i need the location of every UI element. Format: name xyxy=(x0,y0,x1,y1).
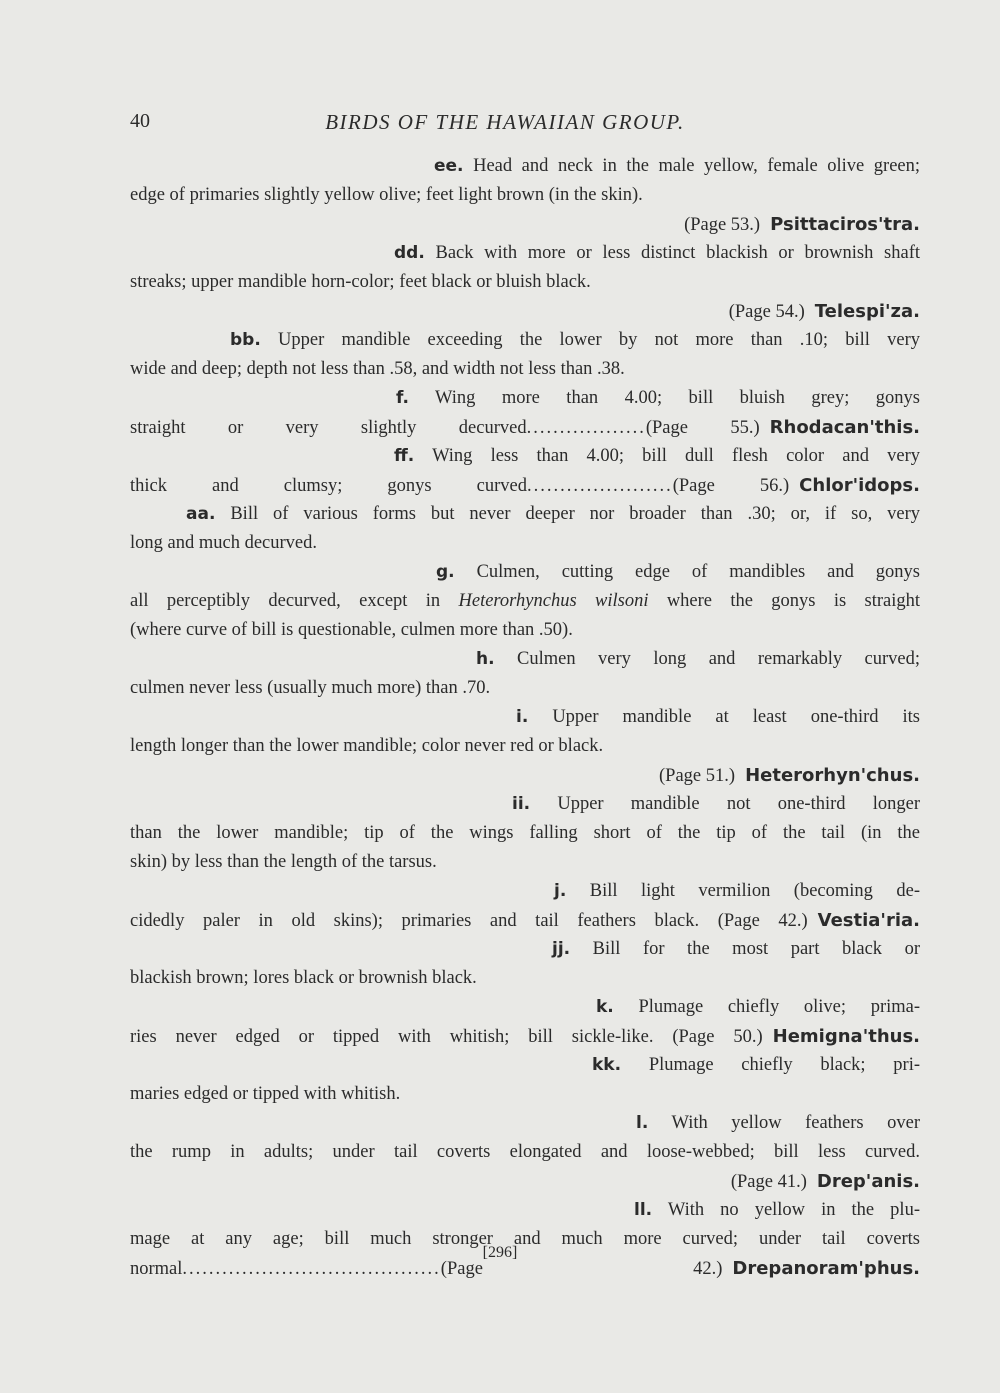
key-entry-f-line1 xyxy=(130,384,920,413)
key-entry-h-line1 xyxy=(130,645,920,674)
entry-text: With yellow feathers over xyxy=(671,1113,920,1133)
key-entry-g-line1 xyxy=(130,558,920,587)
page-number: 40 xyxy=(130,110,150,132)
running-title: BIRDS OF THE HAWAIIAN GROUP. xyxy=(325,110,685,134)
key-label: kk. xyxy=(592,1055,622,1075)
key-entry-i-result xyxy=(130,761,920,790)
key-entry-k-line2 xyxy=(130,1022,920,1051)
key-entry-h-line2: culmen never less (usually much more) than .70. xyxy=(130,678,491,698)
key-entry-l-line1 xyxy=(130,1109,920,1138)
identification-key xyxy=(130,152,920,1283)
key-label: j. xyxy=(554,881,567,901)
key-entry-aa-line2: long and much decurved. xyxy=(130,533,317,553)
key-label: ff. xyxy=(394,446,415,466)
page-reference: (Page 50.) xyxy=(672,1027,763,1047)
key-entry-jj-line1 xyxy=(130,935,920,964)
key-entry-ee-line1 xyxy=(130,152,920,181)
genus-name: Psittaciros'tra. xyxy=(770,214,920,235)
key-label: dd. xyxy=(394,243,425,263)
entry-text: Back with more or less distinct blackish or brownish shaft xyxy=(435,243,920,263)
key-entry-j-line2 xyxy=(130,906,920,935)
key-entry-j-line1 xyxy=(130,877,920,906)
page-reference: (Page 42.) xyxy=(440,1259,723,1279)
species-name: Heterorhynchus wilsoni xyxy=(458,591,649,611)
entry-text: where the gonys is straight xyxy=(648,591,920,611)
entry-text: Wing more than 4.00; bill bluish grey; gonys xyxy=(435,388,920,408)
key-entry-bb-line2: wide and deep; depth not less than .58, and width not less than .38. xyxy=(130,359,625,379)
key-entry-ll-line1 xyxy=(130,1196,920,1225)
page-reference: (Page 51.) xyxy=(659,766,736,786)
genus-name: Vestia'ria. xyxy=(817,910,920,931)
entry-text: With no yellow in the plu- xyxy=(667,1200,920,1220)
key-entry-dd-line1 xyxy=(130,239,920,268)
genus-name: Hemigna'thus. xyxy=(772,1026,920,1047)
key-entry-g-line3: (where curve of bill is questionable, culmen more than .50). xyxy=(130,620,573,640)
key-label: g. xyxy=(436,562,455,582)
key-entry-dd-result xyxy=(130,297,920,326)
entry-text: thick and clumsy; gonys curved xyxy=(130,476,527,496)
entry-text: Wing less than 4.00; bill dull flesh color and very xyxy=(432,446,920,466)
entry-text: Bill of various forms but never deeper nor broader than .30; or, if so, very xyxy=(230,504,920,524)
key-entry-bb-line1 xyxy=(130,326,920,355)
key-entry-kk-line1 xyxy=(130,1051,920,1080)
key-label: k. xyxy=(596,997,614,1017)
key-label: ee. xyxy=(434,156,464,176)
key-entry-ll-line2: mage at any age; bill much stronger and much more curved; under tail coverts xyxy=(130,1229,920,1249)
key-label: ii. xyxy=(512,794,531,814)
key-entry-f-line2 xyxy=(130,413,920,442)
page-reference: (Page 41.) xyxy=(730,1172,807,1192)
key-entry-l-result xyxy=(130,1167,920,1196)
key-entry-jj-line2: blackish brown; lores black or brownish black. xyxy=(130,968,477,988)
entry-text: all perceptibly decurved, except in xyxy=(130,591,459,611)
key-entry-ii-line1 xyxy=(130,790,920,819)
key-entry-dd-line2: streaks; upper mandible horn-color; feet black or bluish black. xyxy=(130,272,591,292)
key-entry-ii-line2: than the lower mandible; tip of the wings falling short of the tip of the tail (in the xyxy=(130,823,920,843)
entry-text: ries never edged or tipped with whitish; bill sickle-like. xyxy=(130,1027,654,1047)
key-entry-i-line1 xyxy=(130,703,920,732)
entry-text: Plumage chiefly black; pri- xyxy=(648,1055,920,1075)
entry-text: Culmen very long and remarkably curved; xyxy=(517,649,920,669)
genus-name: Drepanoram'phus. xyxy=(732,1258,920,1279)
key-entry-l-line2: the rump in adults; under tail coverts elongated and loose-webbed; bill less curved. xyxy=(130,1142,920,1162)
key-entry-ff-line1 xyxy=(130,442,920,471)
genus-name: Chlor'idops. xyxy=(799,475,920,496)
genus-name: Drep'anis. xyxy=(816,1171,920,1192)
key-label: h. xyxy=(476,649,495,669)
key-entry-ee-line2: edge of primaries slightly yellow olive; feet light brown (in the skin). xyxy=(130,185,643,205)
entry-text: Upper mandible at least one-third its xyxy=(552,707,920,727)
entry-text: Bill light vermilion (becoming de- xyxy=(589,881,920,901)
page-reference: (Page 55.) xyxy=(645,418,760,438)
entry-text: Culmen, cutting edge of mandibles and gonys xyxy=(476,562,920,582)
page-reference: (Page 54.) xyxy=(728,302,805,322)
key-label: f. xyxy=(396,388,409,408)
page-header xyxy=(130,110,920,140)
leader-dots: .................. xyxy=(526,418,646,438)
key-entry-g-line2 xyxy=(130,587,920,616)
key-entry-i-line2: length longer than the lower mandible; color never red or black. xyxy=(130,736,604,756)
key-label: bb. xyxy=(230,330,261,350)
genus-name: Telespi'za. xyxy=(814,301,920,322)
entry-text: Plumage chiefly olive; prima- xyxy=(638,997,920,1017)
key-label: i. xyxy=(516,707,529,727)
key-entry-ii-line3: skin) by less than the length of the tarsus. xyxy=(130,852,437,872)
leader-dots: ....................................... xyxy=(182,1259,441,1279)
key-entry-ff-line2 xyxy=(130,471,920,500)
key-label: ll. xyxy=(634,1200,653,1220)
genus-name: Heterorhyn'chus. xyxy=(745,765,920,786)
entry-text: Head and neck in the male yellow, female olive green; xyxy=(473,156,920,176)
key-label: l. xyxy=(636,1113,649,1133)
genus-name: Rhodacan'this. xyxy=(769,417,920,438)
leader-dots: ...................... xyxy=(526,476,673,496)
key-entry-k-line1 xyxy=(130,993,920,1022)
key-entry-ee-result xyxy=(130,210,920,239)
entry-text: Upper mandible not one-third longer xyxy=(557,794,920,814)
entry-text: normal xyxy=(130,1259,183,1279)
key-entry-kk-line2: maries edged or tipped with whitish. xyxy=(130,1084,401,1104)
entry-text: Upper mandible exceeding the lower by not more than .10; bill very xyxy=(278,330,920,350)
entry-text: cidedly paler in old skins); primaries and tail feathers black. xyxy=(130,911,700,931)
page-reference: (Page 42.) xyxy=(717,911,808,931)
page-reference: (Page 56.) xyxy=(672,476,790,496)
entry-text: straight or very slightly decurved xyxy=(130,418,527,438)
signature-mark: [296] xyxy=(482,1244,518,1261)
key-label: jj. xyxy=(552,939,571,959)
page-reference: (Page 53.) xyxy=(684,215,761,235)
key-entry-aa-line1 xyxy=(130,500,920,529)
entry-text: Bill for the most part black or xyxy=(592,939,920,959)
key-label: aa. xyxy=(186,504,216,524)
